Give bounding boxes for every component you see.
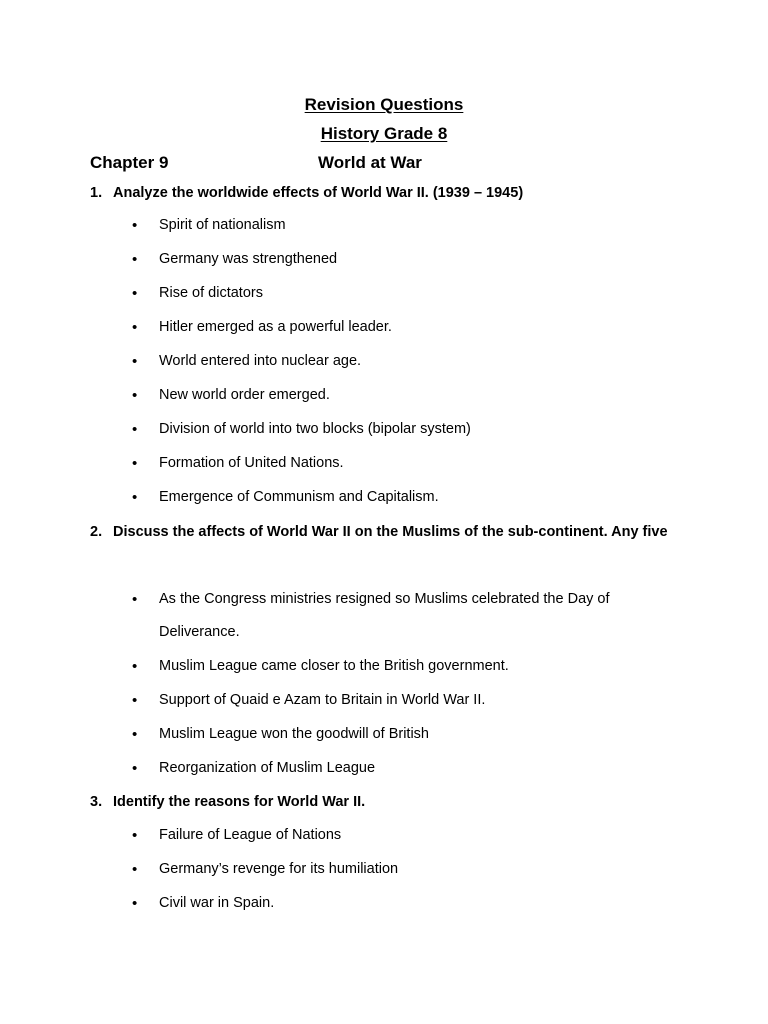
list-item: • Muslim League came closer to the British government. bbox=[132, 650, 692, 684]
list-item: • New world order emerged. bbox=[132, 379, 692, 413]
document-title: Revision Questions bbox=[304, 95, 464, 114]
answer-list-2 bbox=[132, 583, 692, 786]
list-item: • Germany’s revenge for its humiliation bbox=[132, 853, 692, 887]
list-item: • Germany was strengthened bbox=[132, 243, 692, 277]
list-item: • Division of world into two blocks (bipolar system) bbox=[132, 413, 692, 447]
list-item: • Rise of dictators bbox=[132, 277, 692, 311]
chapter-heading bbox=[90, 153, 690, 177]
list-item: • Support of Quaid e Azam to Britain in World War II. bbox=[132, 684, 692, 718]
chapter-label: Chapter 9 bbox=[90, 153, 169, 172]
document-subtitle: History Grade 8 bbox=[320, 124, 448, 143]
list-item: • Civil war in Spain. bbox=[132, 887, 692, 921]
question-1 bbox=[90, 177, 690, 210]
list-item: • Muslim League won the goodwill of British bbox=[132, 718, 692, 752]
question-3 bbox=[90, 786, 690, 819]
question-text: Identify the reasons for World War II. bbox=[113, 794, 366, 810]
answer-list-1 bbox=[132, 209, 692, 515]
list-item: • Reorganization of Muslim League bbox=[132, 752, 692, 786]
question-text: Discuss the affects of World War II on the Muslims of the sub-continent. Any five bbox=[113, 524, 668, 540]
question-number: 1. bbox=[90, 185, 103, 201]
list-item: • Hitler emerged as a powerful leader. bbox=[132, 311, 692, 345]
list-item: • Failure of League of Nations bbox=[132, 819, 692, 853]
list-item: • As the Congress ministries resigned so Muslims celebrated the Day of Deliverance. bbox=[132, 583, 692, 650]
chapter-title: World at War bbox=[318, 153, 422, 172]
question-number: 2. bbox=[90, 524, 103, 540]
list-item: • Spirit of nationalism bbox=[132, 209, 692, 243]
question-text: Analyze the worldwide effects of World War II. (1939 – 1945) bbox=[113, 185, 524, 201]
question-number: 3. bbox=[90, 794, 103, 810]
answer-list-3 bbox=[132, 819, 692, 921]
list-item: • Formation of United Nations. bbox=[132, 447, 692, 481]
question-2 bbox=[90, 516, 690, 549]
list-item: • World entered into nuclear age. bbox=[132, 345, 692, 379]
list-item: • Emergence of Communism and Capitalism. bbox=[132, 481, 692, 515]
